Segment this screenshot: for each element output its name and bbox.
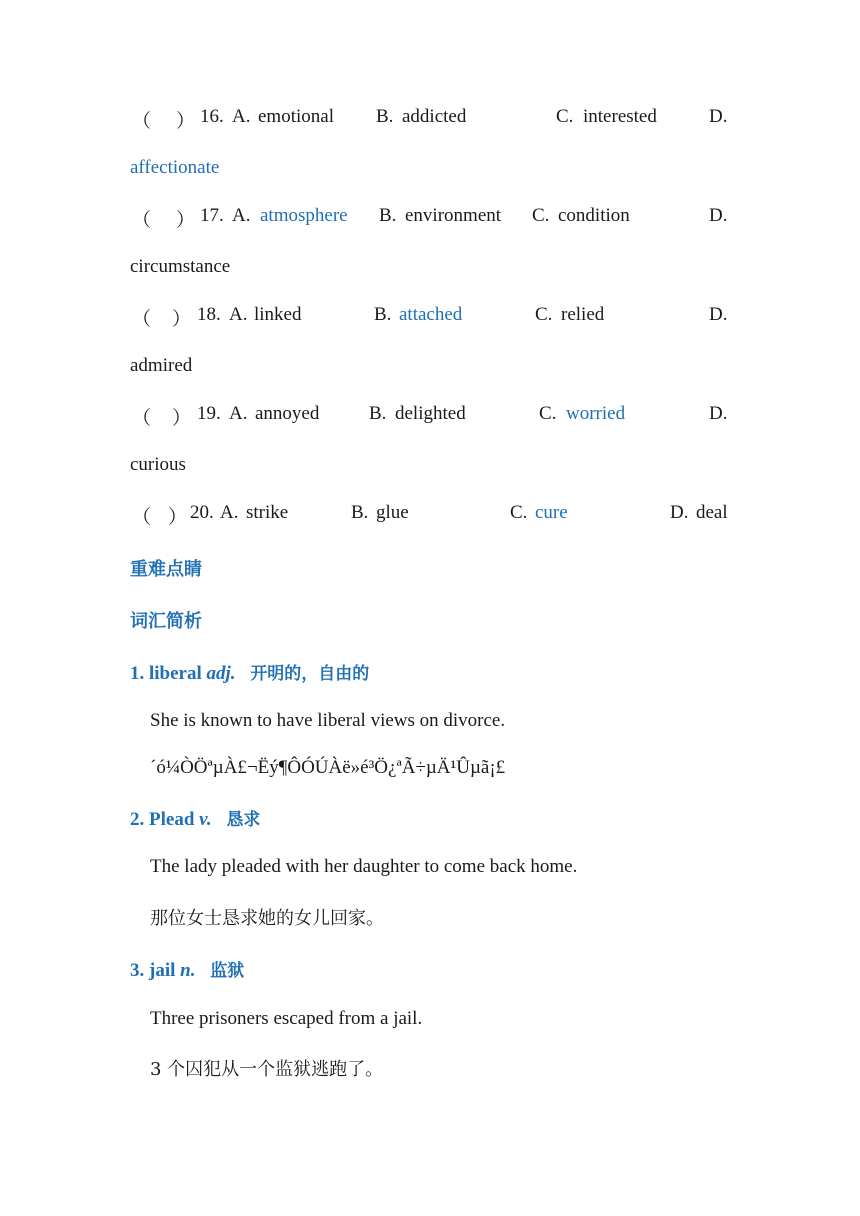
option-b-text: environment (405, 205, 502, 226)
paren-open: （ (132, 507, 152, 528)
vocab-meaning: 恳求 (226, 810, 261, 830)
option-c-label: C. (535, 304, 553, 325)
option-c-text: cure (535, 502, 568, 523)
section-heading-vocab-analysis: 词汇简析 (130, 611, 202, 632)
option-d-label: D. (670, 502, 689, 523)
option-b-label: B. (351, 502, 369, 523)
paren-close: ） (168, 507, 188, 528)
vocab-entry-heading (130, 805, 260, 831)
option-d-text: affectionate (130, 157, 220, 178)
vocab-word: Plead (149, 809, 195, 830)
vocab-meaning: 开明的，自由的 (250, 664, 370, 684)
vocab-number: 3. (130, 960, 145, 981)
vocab-meaning: 监狱 (210, 961, 245, 981)
option-a-label: A. (232, 205, 251, 226)
option-d-label: D. (709, 106, 728, 127)
paren-close: ） (176, 111, 196, 132)
paren-open: （ (132, 111, 152, 132)
option-d-text: admired (130, 355, 193, 376)
vocab-number: 1. (130, 663, 145, 684)
paren-close: ） (176, 210, 196, 231)
question-number: 16. (200, 106, 224, 127)
option-a-label: A. (220, 502, 239, 523)
option-c-label: C. (539, 403, 557, 424)
option-b-text: attached (399, 304, 463, 325)
option-c-label: C. (532, 205, 550, 226)
question-number: 18. (197, 304, 221, 325)
question-number: 19. (197, 403, 221, 424)
option-d-text: circumstance (130, 256, 231, 277)
option-a-label: A. (229, 304, 248, 325)
vocab-pos: n. (180, 960, 196, 981)
option-d-label: D. (709, 304, 728, 325)
example-sentence-cn: 3 个囚犯从一个监狱逃跑了。 (150, 1059, 384, 1080)
option-a-label: A. (232, 106, 251, 127)
option-b-text: addicted (402, 106, 467, 127)
option-c-text: interested (583, 106, 657, 127)
option-a-text: emotional (258, 106, 334, 127)
option-a-label: A. (229, 403, 248, 424)
question-number: 17. (200, 205, 224, 226)
option-d-label: D. (709, 403, 728, 424)
option-a-text: strike (246, 502, 289, 523)
question-number: 20. (190, 502, 214, 523)
vocab-word: jail (149, 960, 176, 981)
paren-open: （ (132, 309, 152, 330)
option-b-label: B. (379, 205, 397, 226)
example-sentence-en: She is known to have liberal views on divorce. (150, 710, 506, 731)
option-d-text: deal (696, 502, 728, 523)
example-sentence-cn: 那位女士恳求她的女儿回家。 (150, 908, 384, 929)
vocab-number: 2. (130, 809, 145, 830)
paren-open: （ (132, 210, 152, 231)
option-c-text: relied (561, 304, 605, 325)
option-b-text: delighted (395, 403, 466, 424)
option-b-label: B. (376, 106, 394, 127)
option-b-label: B. (369, 403, 387, 424)
vocab-word: liberal (149, 663, 202, 684)
example-sentence-cn: ´ó¼ÒÖªµÀ£¬Ëý¶ÔÓÚÀë»é³Ö¿ªÃ÷µÄ¹Ûµã¡£ (150, 757, 506, 778)
option-d-text: curious (130, 454, 186, 475)
option-b-label: B. (374, 304, 392, 325)
vocab-entry-heading (130, 956, 244, 982)
paren-open: （ (132, 408, 152, 429)
paren-close: ） (172, 408, 192, 429)
vocab-pos: adj. (206, 663, 236, 684)
example-sentence-en: The lady pleaded with her daughter to come back home. (150, 856, 578, 877)
option-c-label: C. (556, 106, 574, 127)
option-a-text: atmosphere (260, 205, 348, 226)
option-c-text: condition (558, 205, 630, 226)
paren-close: ） (172, 309, 192, 330)
vocab-pos: v. (199, 809, 212, 830)
example-sentence-en: Three prisoners escaped from a jail. (150, 1008, 423, 1029)
option-c-label: C. (510, 502, 528, 523)
option-c-text: worried (566, 403, 626, 424)
option-a-text: annoyed (255, 403, 320, 424)
section-heading-key-points: 重难点睛 (130, 559, 202, 580)
option-b-text: glue (376, 502, 409, 523)
option-d-label: D. (709, 205, 728, 226)
option-a-text: linked (254, 304, 302, 325)
vocab-entry-heading (130, 659, 369, 685)
